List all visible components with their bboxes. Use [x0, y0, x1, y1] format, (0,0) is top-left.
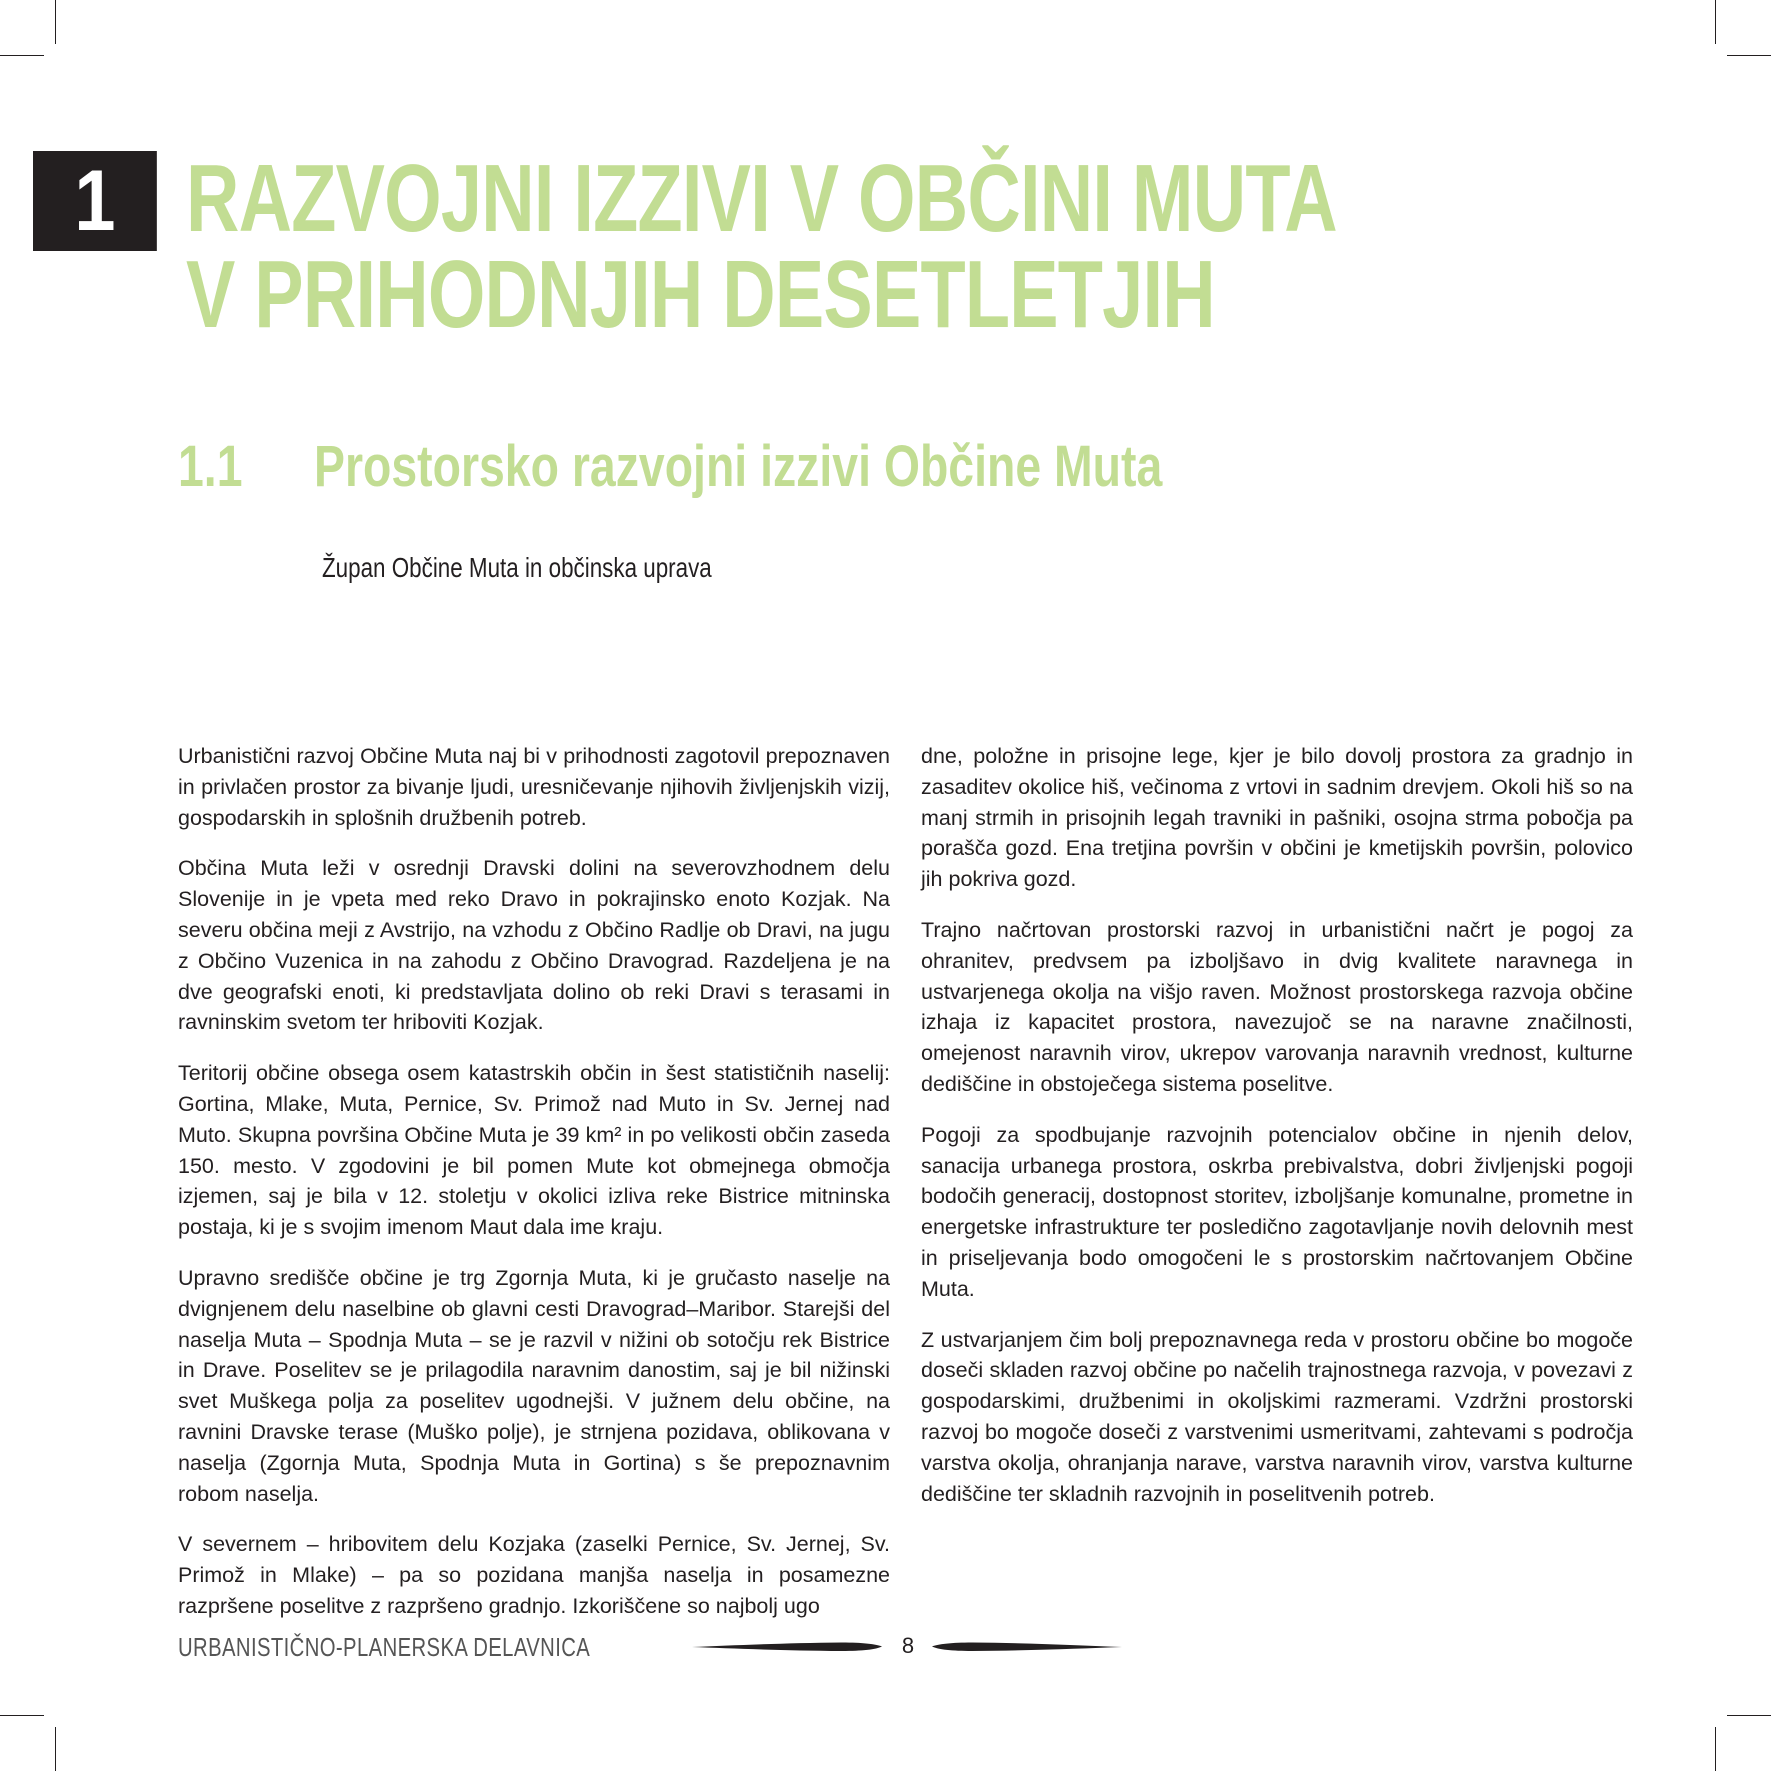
- crop-mark-bottom-left-vertical: [55, 1727, 56, 1771]
- chapter-title: [186, 145, 1337, 348]
- brush-stroke-left-decoration: [692, 1641, 882, 1653]
- crop-mark-top-left-horizontal: [0, 55, 44, 56]
- crop-mark-top-right-horizontal: [1727, 55, 1771, 56]
- paragraph: Upravno središče občine je trg Zgornja Muta, ki je gručasto naselje na dvignjenem delu naselbine ob glavni cesti Dravograd–Maribor. Starejši del naselja Muta – Spodnja Muta – se je razvil v nižini ob sotočju rek Bistrice in Drave. Poselitev se je prilagodila naravnim danostim, saj je bil nižinski svet Muškega polja za poselitev ugodnejši. V južnem delu občine, na ravnini Dravske terase (Muško polje), je strnjena pozidava, oblikovana v naselja (Zgornja Muta, Spodnja Muta in Gortina) s še prepoznavnim robom naselja.: [178, 1265, 890, 1506]
- crop-mark-bottom-right-horizontal: [1727, 1715, 1771, 1716]
- chapter-title-line-2: V PRIHODNJIH DESETLETJIH: [186, 241, 1215, 348]
- paragraph: Pogoji za spodbujanje razvojnih potencialov občine in njenih delov, sanacija urbanega prostora, oskrba prebivalstva, dobri življenjski pogoji bodočih generacij, dostopnost storitev, izboljšanje komunalne, prometne in energetske infrastrukture ter posledično zagotavljanje novih delovnih mest in priseljevanja bodo omogočeni le s prostorskim načrtovanjem Občine Muta.: [921, 1122, 1633, 1301]
- body-column-right: [921, 741, 1633, 1529]
- paragraph: Občina Muta leži v osrednji Dravski dolini na severovzhodnem delu Slovenije in je vpeta med reko Dravo in pokrajinsko enoto Kozjak. Na severu občina meji z Avstrijo, na vzhodu z Občino Radlje ob Dravi, na jugu z Občino Vuzenica in na zahodu z Občino Dravograd. Razdeljena je na dve geografski enoti, ki predstavljata dolino ob reki Dravi s terasami in ravninskim svetom ter hriboviti Kozjak.: [178, 856, 890, 1035]
- paragraph: Trajno načrtovan prostorski razvoj in urbanistični načrt je pogoj za ohranitev, predvsem pa izboljšavo in dvig kvalitete naravnega in ustvarjenega okolja na višjo raven. Možnost prostorskega razvoja občine izhaja iz kapacitet prostora, navezujoč se na naravne značilnosti, omejenost naravnih virov, ukrepov varovanja naravnih vrednost, kulturne dediščine in obstoječega sistema poselitve.: [921, 917, 1633, 1096]
- page-number: 8: [901, 1633, 915, 1658]
- paragraph: Z ustvarjanjem čim bolj prepoznavnega reda v prostoru občine bo mogoče doseči skladen razvoj občine po načelih trajnostnega razvoja, v povezavi z gospodarskimi, družbenimi in okoljskimi razmerami. Vzdržni prostorski razvoj bo mogoče doseči z varstvenimi usmeritvami, zahtevami s področja varstva okolja, ohranjanja narave, varstva naravnih virov, varstva kulturne dediščine ter skladnih razvojnih in poselitvenih potreb.: [921, 1327, 1633, 1506]
- crop-mark-bottom-left-horizontal: [0, 1715, 44, 1716]
- section-number: 1.1: [178, 434, 243, 499]
- section-title: Prostorsko razvojni izzivi Občine Muta: [314, 434, 1163, 499]
- crop-mark-top-left-vertical: [55, 0, 56, 44]
- crop-mark-top-right-vertical: [1715, 0, 1716, 44]
- chapter-title-line-1: RAZVOJNI IZZIVI V OBČINI MUTA: [186, 145, 1337, 252]
- paragraph: dne, položne in prisojne lege, kjer je bilo dovolj prostora za gradnjo in zasaditev okolice hiš, večinoma z vrtovi in sadnim drevjem. Okoli hiš so na manj strmih in prisojnih legah travniki in pašniki, osojna strma pobočja pa porašča gozd. Ena tretjina površin v občini je kmetijskih površin, polovico jih pokriva gozd.: [921, 744, 1633, 892]
- section-author: Župan Občine Muta in občinska uprava: [322, 552, 712, 583]
- brush-stroke-right-decoration: [932, 1641, 1122, 1653]
- crop-mark-bottom-right-vertical: [1715, 1727, 1716, 1771]
- paragraph: Teritorij občine obsega osem katastrskih občin in šest statističnih naselij: Gortina, Mlake, Muta, Pernice, Sv. Primož nad Muto in Sv. Jernej nad Muto. Skupna površina Občine Muta je 39 km² in po velikosti občin zaseda 150. mesto. V zgodovini je bil pomen Mute kot obmejnega območja izjemen, saj je bila v 12. stoletju v okolici izliva reke Bistrice mitninska postaja, ki je s svojim imenom Maut dala ime kraju.: [178, 1061, 890, 1240]
- paragraph: V severnem – hribovitem delu Kozjaka (zaselki Pernice, Sv. Jernej, Sv. Primož in Mlake) – pa so pozidana manjša naselja in posamezne razpršene poselitve z razpršeno gradnjo. Izkoriščene so najbolj ugo: [178, 1532, 890, 1618]
- body-column-left: [178, 741, 890, 1642]
- footer-publication-label: URBANISTIČNO-PLANERSKA DELAVNICA: [178, 1632, 591, 1662]
- chapter-number-badge: 1: [33, 151, 157, 251]
- paragraph: Urbanistični razvoj Občine Muta naj bi v prihodnosti zagotovil prepoznaven in privlačen prostor za bivanje ljudi, uresničevanje njihovih življenjskih vizij, gospodarskih in splošnih družbenih potreb.: [178, 744, 890, 830]
- section-heading: [178, 432, 1162, 502]
